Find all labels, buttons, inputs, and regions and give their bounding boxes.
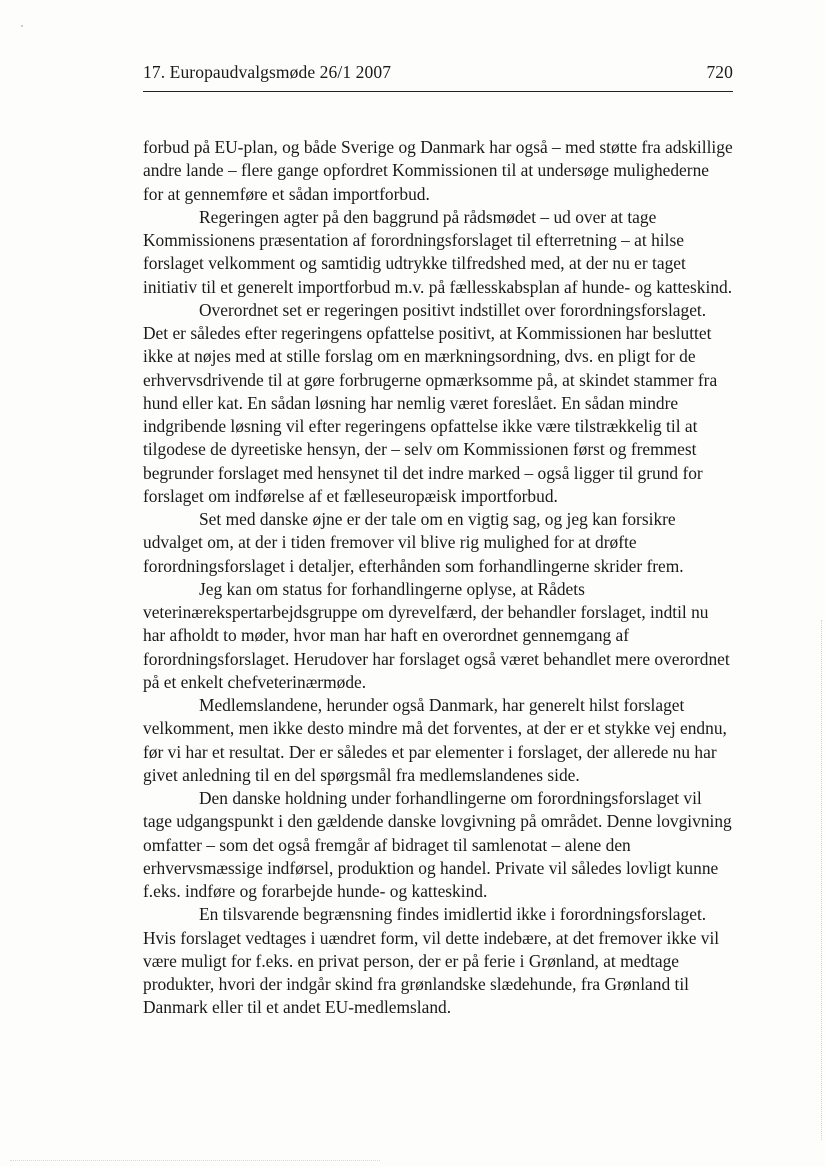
paragraph: Set med danske øjne er der tale om en vigtig sag, og jeg kan forsikre udvalget om, at der i tiden fremover vil blive rig mulighed for at drøfte forordningsforslaget i detaljer, efterhånden som forhandlingerne skrider frem. (143, 509, 684, 576)
header-title: 17. Europaudvalgsmøde 26/1 2007 (143, 62, 392, 82)
paragraph: Overordnet set er regeringen positivt indstillet over forordningsforslaget. Det er således efter regeringens opfattelse positivt, at Kommissionen har besluttet ikke at nøjes med at stille forslag om en mærkningsordning, dvs. en pligt for de erhvervsdrivende til at gøre forbrugerne opmærksomme på, at skindet stammer fra hund eller kat. En sådan løsning har nemlig været foreslået. En sådan mindre indgribende løsning vil efter regeringens opfattelse ikke være tilstrækkelig til at tilgodese de dyreetiske hensyn, der – selv om Kommissionen først og fremmest begrunder forslaget med hensynet til det indre marked – også ligger til grund for forslaget om indførelse af et fælleseuropæisk importforbud. (143, 299, 718, 506)
page-header (143, 60, 733, 86)
body-text (143, 136, 733, 1020)
scan-speck (21, 25, 23, 27)
paragraph: Den danske holdning under forhandlingerne om forordningsforslaget vil tage udgangspunkt i den gældende danske lovgivning på området. Denne lovgivning omfatter – som det også fremgår af bidraget til samlenotat – alene den erhvervsmæssige indførsel, produktion og handel. Private vil således lovligt kunne f.eks. indføre og forarbejde hunde- og katteskind. (143, 788, 732, 901)
header-divider (143, 91, 733, 92)
page-number: 720 (706, 62, 733, 82)
paragraph: Regeringen agter på den baggrund på rådsmødet – ud over at tage Kommissionens præsentation af forordningsforslaget til efterretning – at hilse forslaget velkomment og samtidig udtrykke tilfredshed med, at der nu er taget initiativ til et generelt importforbud m.v. på fællesskabsplan af hunde- og katteskind. (143, 206, 733, 297)
scan-edge-artifact (820, 620, 822, 1140)
paragraph-continued: forbud på EU-plan, og både Sverige og Danmark har også – med støtte fra adskillige andre lande – flere gange opfordret Kommissionen til at undersøge mulighederne for at gennemføre et sådan importforbud. (143, 137, 733, 204)
paragraph: Medlemslandene, herunder også Danmark, har generelt hilst forslaget velkomment, men ikke desto mindre må det forventes, at der er et stykke vej endnu, før vi har et resultat. Der er således et par elementer i forslaget, der allerede nu har givet anledning til en del spørgsmål fra medlemslandenes side. (143, 695, 727, 785)
paragraph: Jeg kan om status for forhandlingerne oplyse, at Rådets veterinærekspertarbejdsgruppe om dyrevelfærd, der behandler forslaget, indtil nu har afholdt to møder, hvor man har haft en overordnet gennemgang af forordningsforslaget. Herudover har forslaget også været behandlet mere overordnet på et enkelt chefveterinærmøde. (143, 578, 730, 692)
scan-bottom-artifact (10, 1160, 380, 1161)
paragraph: En tilsvarende begrænsning findes imidlertid ikke i forordningsforslaget. Hvis forslaget vedtages i uændret form, vil dette indebære, at det fremover ikke vil være muligt for f.eks. en privat person, der er på ferie i Grønland, at medtage produkter, hvori der indgår skind fra grønlandske slædehunde, fra Grønland til Danmark eller til et andet EU-medlemsland. (143, 904, 720, 1018)
